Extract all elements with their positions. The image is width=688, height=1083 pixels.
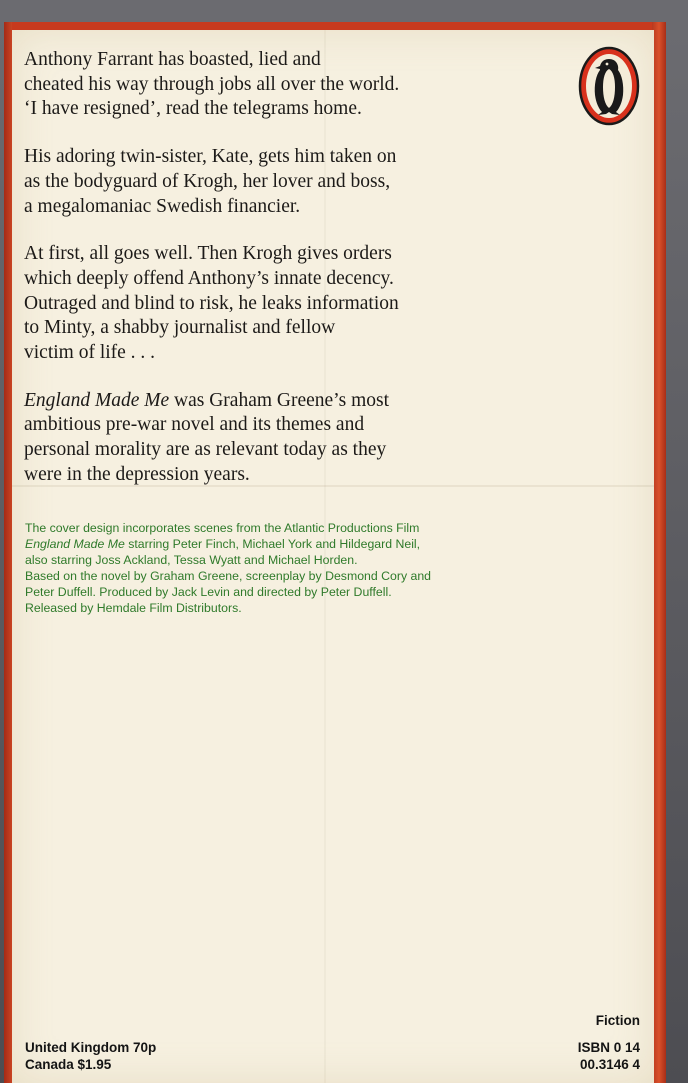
price-canada: Canada $1.95 [25,1057,112,1072]
blurb-paragraph-3: At first, all goes well. Then Krogh gives orders which deeply offend Anthony’s innate decency. Outraged and blind to risk, he leaks information to Minty, a shabby journalist and fellow victim of life . . . [24,243,399,364]
isbn-block [578,1039,640,1073]
category-label: Fiction [595,1013,640,1028]
isbn-line-1: ISBN 0 14 [577,1040,640,1055]
film-title: England Made Me [25,537,125,551]
cover-edge-right [652,22,666,1083]
penguin-logo-icon [578,45,640,127]
credits-line [25,536,625,552]
credits-line: Based on the novel by Graham Greene, screenplay by Desmond Cory and [25,569,432,583]
cover-paper [12,30,654,1083]
isbn-line-2: 00.3146 4 [579,1057,640,1072]
credits-line: The cover design incorporates scenes from the Atlantic Productions Film [25,521,420,535]
credits-line: also starring Joss Ackland, Tessa Wyatt and Michael Horden. [25,553,358,567]
blurb-paragraph-4-text: was Graham Greene’s most ambitious pre-war novel and its themes and personal morality are as relevant today as they were in the depression years. [24,389,389,485]
blurb-paragraph-4 [24,389,524,488]
price-uk: United Kingdom 70p [25,1040,157,1055]
blurb-paragraph-1: Anthony Farrant has boasted, lied and cheated his way through jobs all over the world. ‘I have resigned’, read the telegrams home. [24,49,400,120]
cover-edge-left [4,22,12,1083]
blurb-paragraph-2: His adoring twin-sister, Kate, gets him taken on as the bodyguard of Krogh, her lover and boss, a megalomaniac Swedish financier. [24,146,397,217]
price-block [25,1039,156,1073]
credits-line-text: starring Peter Finch, Michael York and Hildegard Neil, [124,537,421,551]
book-title: England Made Me [24,389,170,411]
blurb-text [24,48,524,511]
credits-line: Released by Hemdale Film Distributors. [25,601,242,615]
credits-line: Peter Duffell. Produced by Jack Levin and directed by Peter Duffell. [25,585,392,599]
book-back-cover [4,22,666,1083]
film-credits [25,520,625,616]
